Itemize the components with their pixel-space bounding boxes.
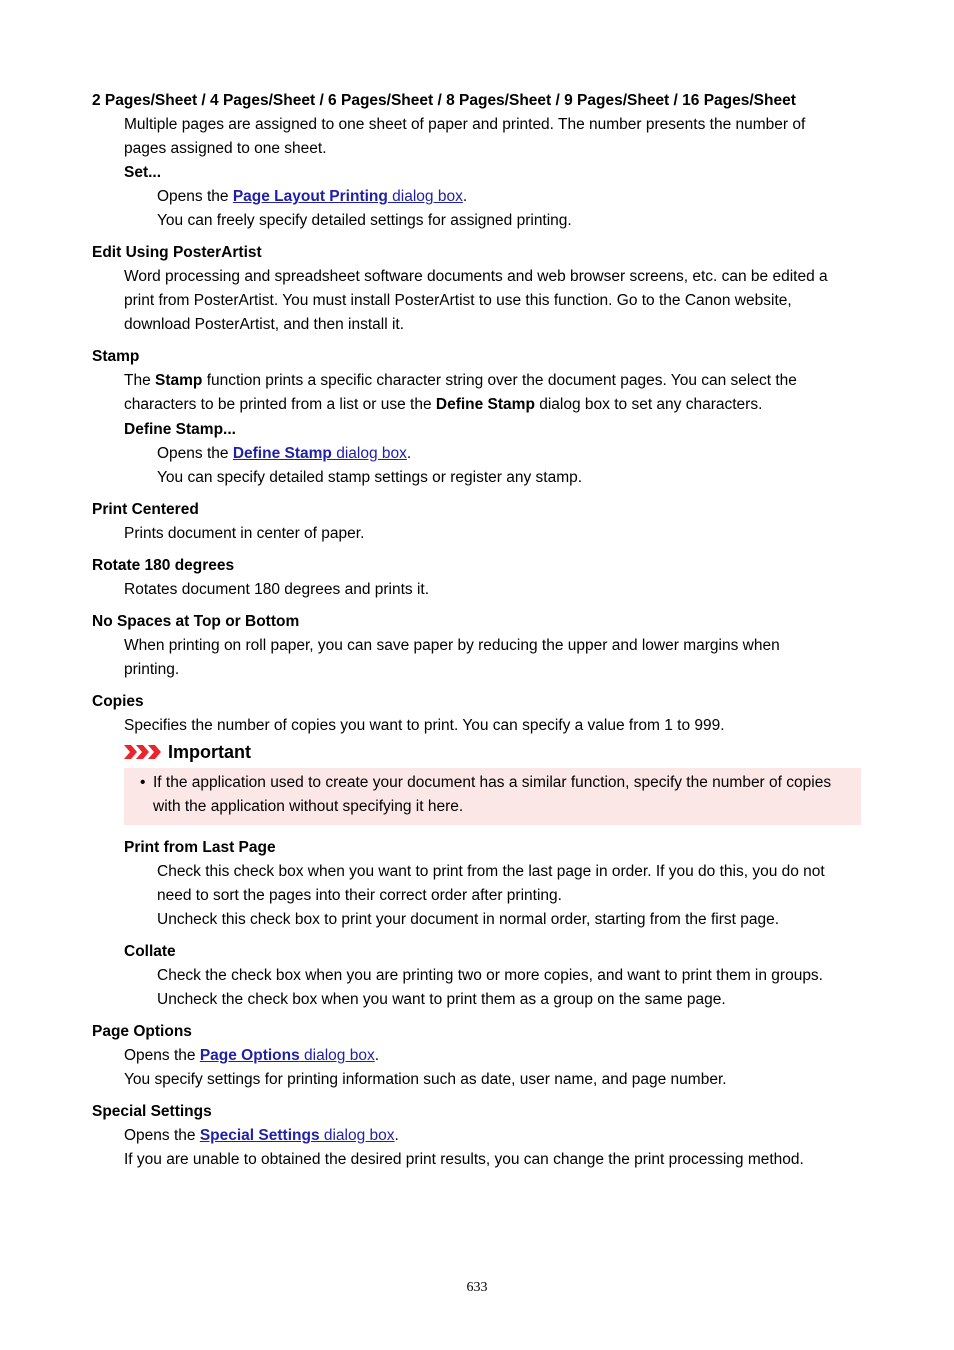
set-opens-line: Opens the Page Layout Printing dialog box.	[157, 188, 468, 205]
copies-desc: Specifies the number of copies you want to print. You can specify a value from 1 to 999.	[124, 717, 725, 734]
pageopts-opens-line: Opens the Page Options dialog box.	[124, 1047, 380, 1064]
poster-desc-2: print from PosterArtist. You must install PosterArtist to use this function. Go to the Canon website,	[124, 292, 792, 309]
stamp-desc-2	[124, 393, 762, 417]
collate-desc-1: Check the check box when you are printing two or more copies, and want to print them in groups.	[157, 967, 823, 984]
bullet-icon: •	[140, 774, 146, 791]
page-number: 633	[466, 1280, 488, 1295]
set-opens-text: Opens the	[157, 188, 233, 205]
stamp-d2-a: characters to be printed from a list or use the	[124, 396, 436, 413]
last-desc-3: Uncheck this check box to print your document in normal order, starting from the first page.	[157, 911, 780, 928]
special-opens-text: Opens the	[124, 1127, 200, 1144]
centered-desc: Prints document in center of paper.	[124, 525, 365, 542]
heading-define-stamp: Define Stamp...	[124, 421, 236, 438]
heading-copies: Copies	[92, 693, 144, 710]
poster-desc-3: download PosterArtist, and then install it.	[124, 316, 405, 333]
page-options-link-bold: Page Options	[199, 1047, 300, 1064]
heading-no-spaces: No Spaces at Top or Bottom	[92, 613, 300, 630]
special-opens-line: Opens the Special Settings dialog box.	[124, 1127, 399, 1144]
set-desc: You can freely specify detailed settings for assigned printing.	[157, 212, 572, 229]
define-opens-line: Opens the Define Stamp dialog box.	[157, 445, 412, 462]
define-desc: You can specify detailed stamp settings or register any stamp.	[157, 469, 583, 486]
heading-pages-sheet: 2 Pages/Sheet / 4 Pages/Sheet / 6 Pages/Sheet / 8 Pages/Sheet / 9 Pages/Sheet / 16 Pages/Sheet	[92, 92, 796, 109]
special-settings-link-bold: Special Settings	[199, 1127, 320, 1144]
define-stamp-link[interactable]	[233, 445, 407, 462]
heading-rotate: Rotate 180 degrees	[92, 557, 235, 574]
important-label: Important	[168, 741, 251, 762]
last-desc-1: Check this check box when you want to print from the last page in order. If you do this, you do not	[157, 863, 825, 880]
special-desc: If you are unable to obtained the desired print results, you can change the print processing method.	[124, 1151, 804, 1168]
pages-sheet-desc-2: pages assigned to one sheet.	[124, 140, 327, 157]
define-stamp-link-rest: dialog box	[331, 445, 407, 462]
poster-desc-1: Word processing and spreadsheet software documents and web browser screens, etc. can be edited a	[124, 268, 828, 285]
last-desc-2: need to sort the pages into their correct order after printing.	[157, 887, 562, 904]
nospaces-desc-1: When printing on roll paper, you can save paper by reducing the upper and lower margins when	[124, 637, 780, 654]
page-options-link[interactable]	[200, 1047, 375, 1064]
nospaces-desc-2: printing.	[124, 661, 180, 678]
stamp-d2-bold: Define Stamp	[435, 396, 535, 413]
pageopts-opens-text: Opens the	[124, 1047, 200, 1064]
rotate-desc: Rotates document 180 degrees and prints it.	[124, 581, 430, 598]
heading-poster-artist: Edit Using PosterArtist	[92, 244, 262, 261]
stamp-desc-1	[124, 369, 797, 393]
special-settings-link-rest: dialog box	[319, 1127, 395, 1144]
important-text-1: If the application used to create your document has a similar function, specify the number of copies	[153, 774, 832, 791]
page-options-link-rest: dialog box	[299, 1047, 375, 1064]
stamp-d1-c: function prints a specific character string over the document pages. You can select the	[202, 372, 797, 389]
heading-special-settings: Special Settings	[92, 1103, 212, 1120]
define-opens-text: Opens the	[157, 445, 233, 462]
heading-collate: Collate	[124, 943, 176, 960]
define-stamp-link-bold: Define Stamp	[232, 445, 332, 462]
page-layout-printing-link[interactable]	[233, 188, 463, 205]
heading-print-last-page: Print from Last Page	[124, 839, 276, 856]
heading-stamp: Stamp	[92, 348, 140, 365]
heading-page-options: Page Options	[92, 1023, 192, 1040]
page-layout-printing-link-bold: Page Layout Printing	[232, 188, 388, 205]
stamp-d1-a: The	[124, 372, 156, 389]
important-text-2: with the application without specifying it here.	[153, 798, 464, 815]
special-settings-link[interactable]	[200, 1127, 395, 1144]
stamp-d1-bold: Stamp	[155, 372, 203, 389]
stamp-d2-c: dialog box to set any characters.	[534, 396, 763, 413]
pageopts-desc: You specify settings for printing information such as date, user name, and page number.	[124, 1071, 727, 1088]
collate-desc-2: Uncheck the check box when you want to print them as a group on the same page.	[157, 991, 726, 1008]
page-layout-printing-link-rest: dialog box	[387, 188, 463, 205]
heading-print-centered: Print Centered	[92, 501, 199, 518]
heading-set: Set...	[124, 164, 162, 181]
chevrons-important-icon	[124, 744, 162, 760]
pages-sheet-desc-1: Multiple pages are assigned to one sheet of paper and printed. The number presents the number of	[124, 116, 806, 133]
important-title	[124, 740, 251, 764]
